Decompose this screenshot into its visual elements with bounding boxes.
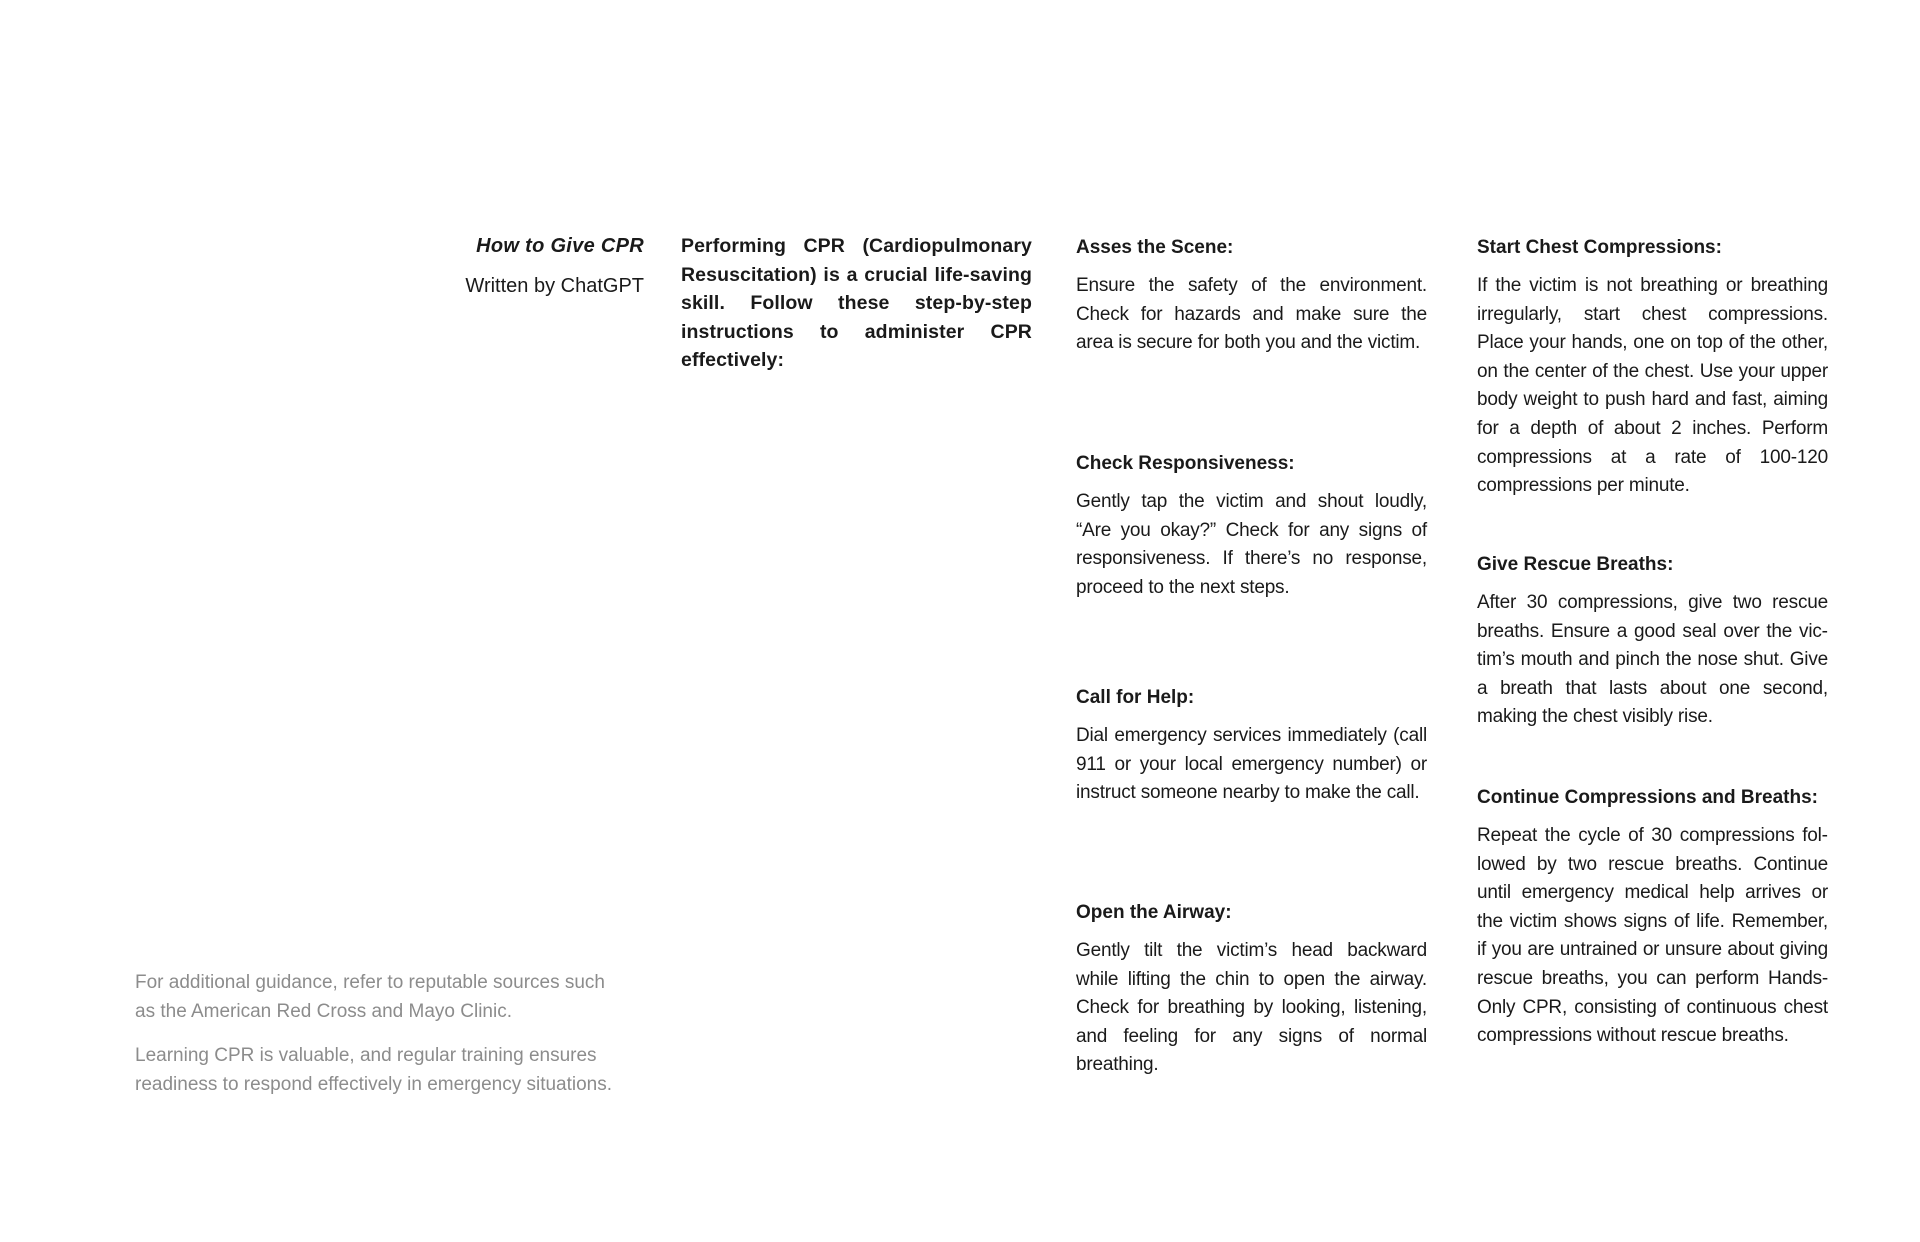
step-heading: Give Rescue Breaths:	[1477, 554, 1674, 575]
step-body: Repeat the cycle of 30 compressions followed by two rescue breaths. Continue until emergency medical help arrives or the victim shows signs of life. Remember, if you are untrained or unsure about giving rescue breaths, you can perform Hands-Only CPR, consisting of continuous chest compressions without rescue breaths.	[1477, 825, 1828, 1047]
byline: Written by ChatGPT	[465, 275, 644, 297]
step-heading: Check Responsiveness:	[1076, 453, 1295, 474]
step-start-chest-compressions	[1477, 234, 1828, 501]
step-body: Ensure the safety of the environment. Check for hazards and make sure the area is secure for both you and the victim.	[1076, 275, 1427, 354]
step-heading: Asses the Scene:	[1076, 237, 1234, 258]
step-body: If the victim is not breathing or breathing irregularly, start chest compressions. Place your hands, one on top of the other, on the center of the chest. Use your upper body weight to push hard and fast, aiming for a depth of about 2 inches. Perform compressions at a rate of 100-120 compressions per minute.	[1477, 275, 1828, 497]
step-continue-compressions-and-breaths	[1477, 784, 1828, 1051]
step-body: Dial emergency services immediately (call 911 or your local emergency number) or instruct someone nearby to make the call.	[1076, 725, 1427, 804]
step-check-responsiveness	[1076, 450, 1427, 602]
footer-note-training: Learning CPR is valuable, and regular training ensures readiness to respond effectively in emergency situations.	[135, 1045, 613, 1095]
intro-paragraph: Performing CPR (Cardiopulmonary Resuscitation) is a crucial life-saving skill. Follow these step-by-step instructions to administer CPR effectively:	[681, 235, 1032, 372]
step-heading: Call for Help:	[1076, 687, 1195, 708]
step-heading: Start Chest Compressions:	[1477, 237, 1722, 258]
step-body: Gently tap the victim and shout loudly, “Are you okay?” Check for any signs of responsiveness. If there’s no response, proceed to the next steps.	[1076, 491, 1427, 598]
footer-note-sources: For additional guidance, refer to reputable sources such as the American Red Cross and Mayo Clinic.	[135, 972, 605, 1022]
step-open-the-airway	[1076, 899, 1427, 1080]
step-body: Gently tilt the victim’s head backward while lifting the chin to open the airway. Check for breathing by looking, listening, and feeling for any signs of normal breathing.	[1076, 940, 1427, 1076]
step-body: After 30 compressions, give two rescue breaths. Ensure a good seal over the victim’s mouth and pinch the nose shut. Give a breath that lasts about one second, making the chest visibly rise.	[1477, 592, 1828, 728]
step-heading: Open the Airway:	[1076, 902, 1232, 923]
step-heading: Continue Compressions and Breaths:	[1477, 787, 1818, 808]
title-block	[420, 232, 644, 300]
page-title: How to Give CPR	[476, 235, 644, 257]
step-asses-the-scene	[1076, 234, 1427, 358]
step-call-for-help	[1076, 684, 1427, 808]
step-give-rescue-breaths	[1477, 551, 1828, 732]
